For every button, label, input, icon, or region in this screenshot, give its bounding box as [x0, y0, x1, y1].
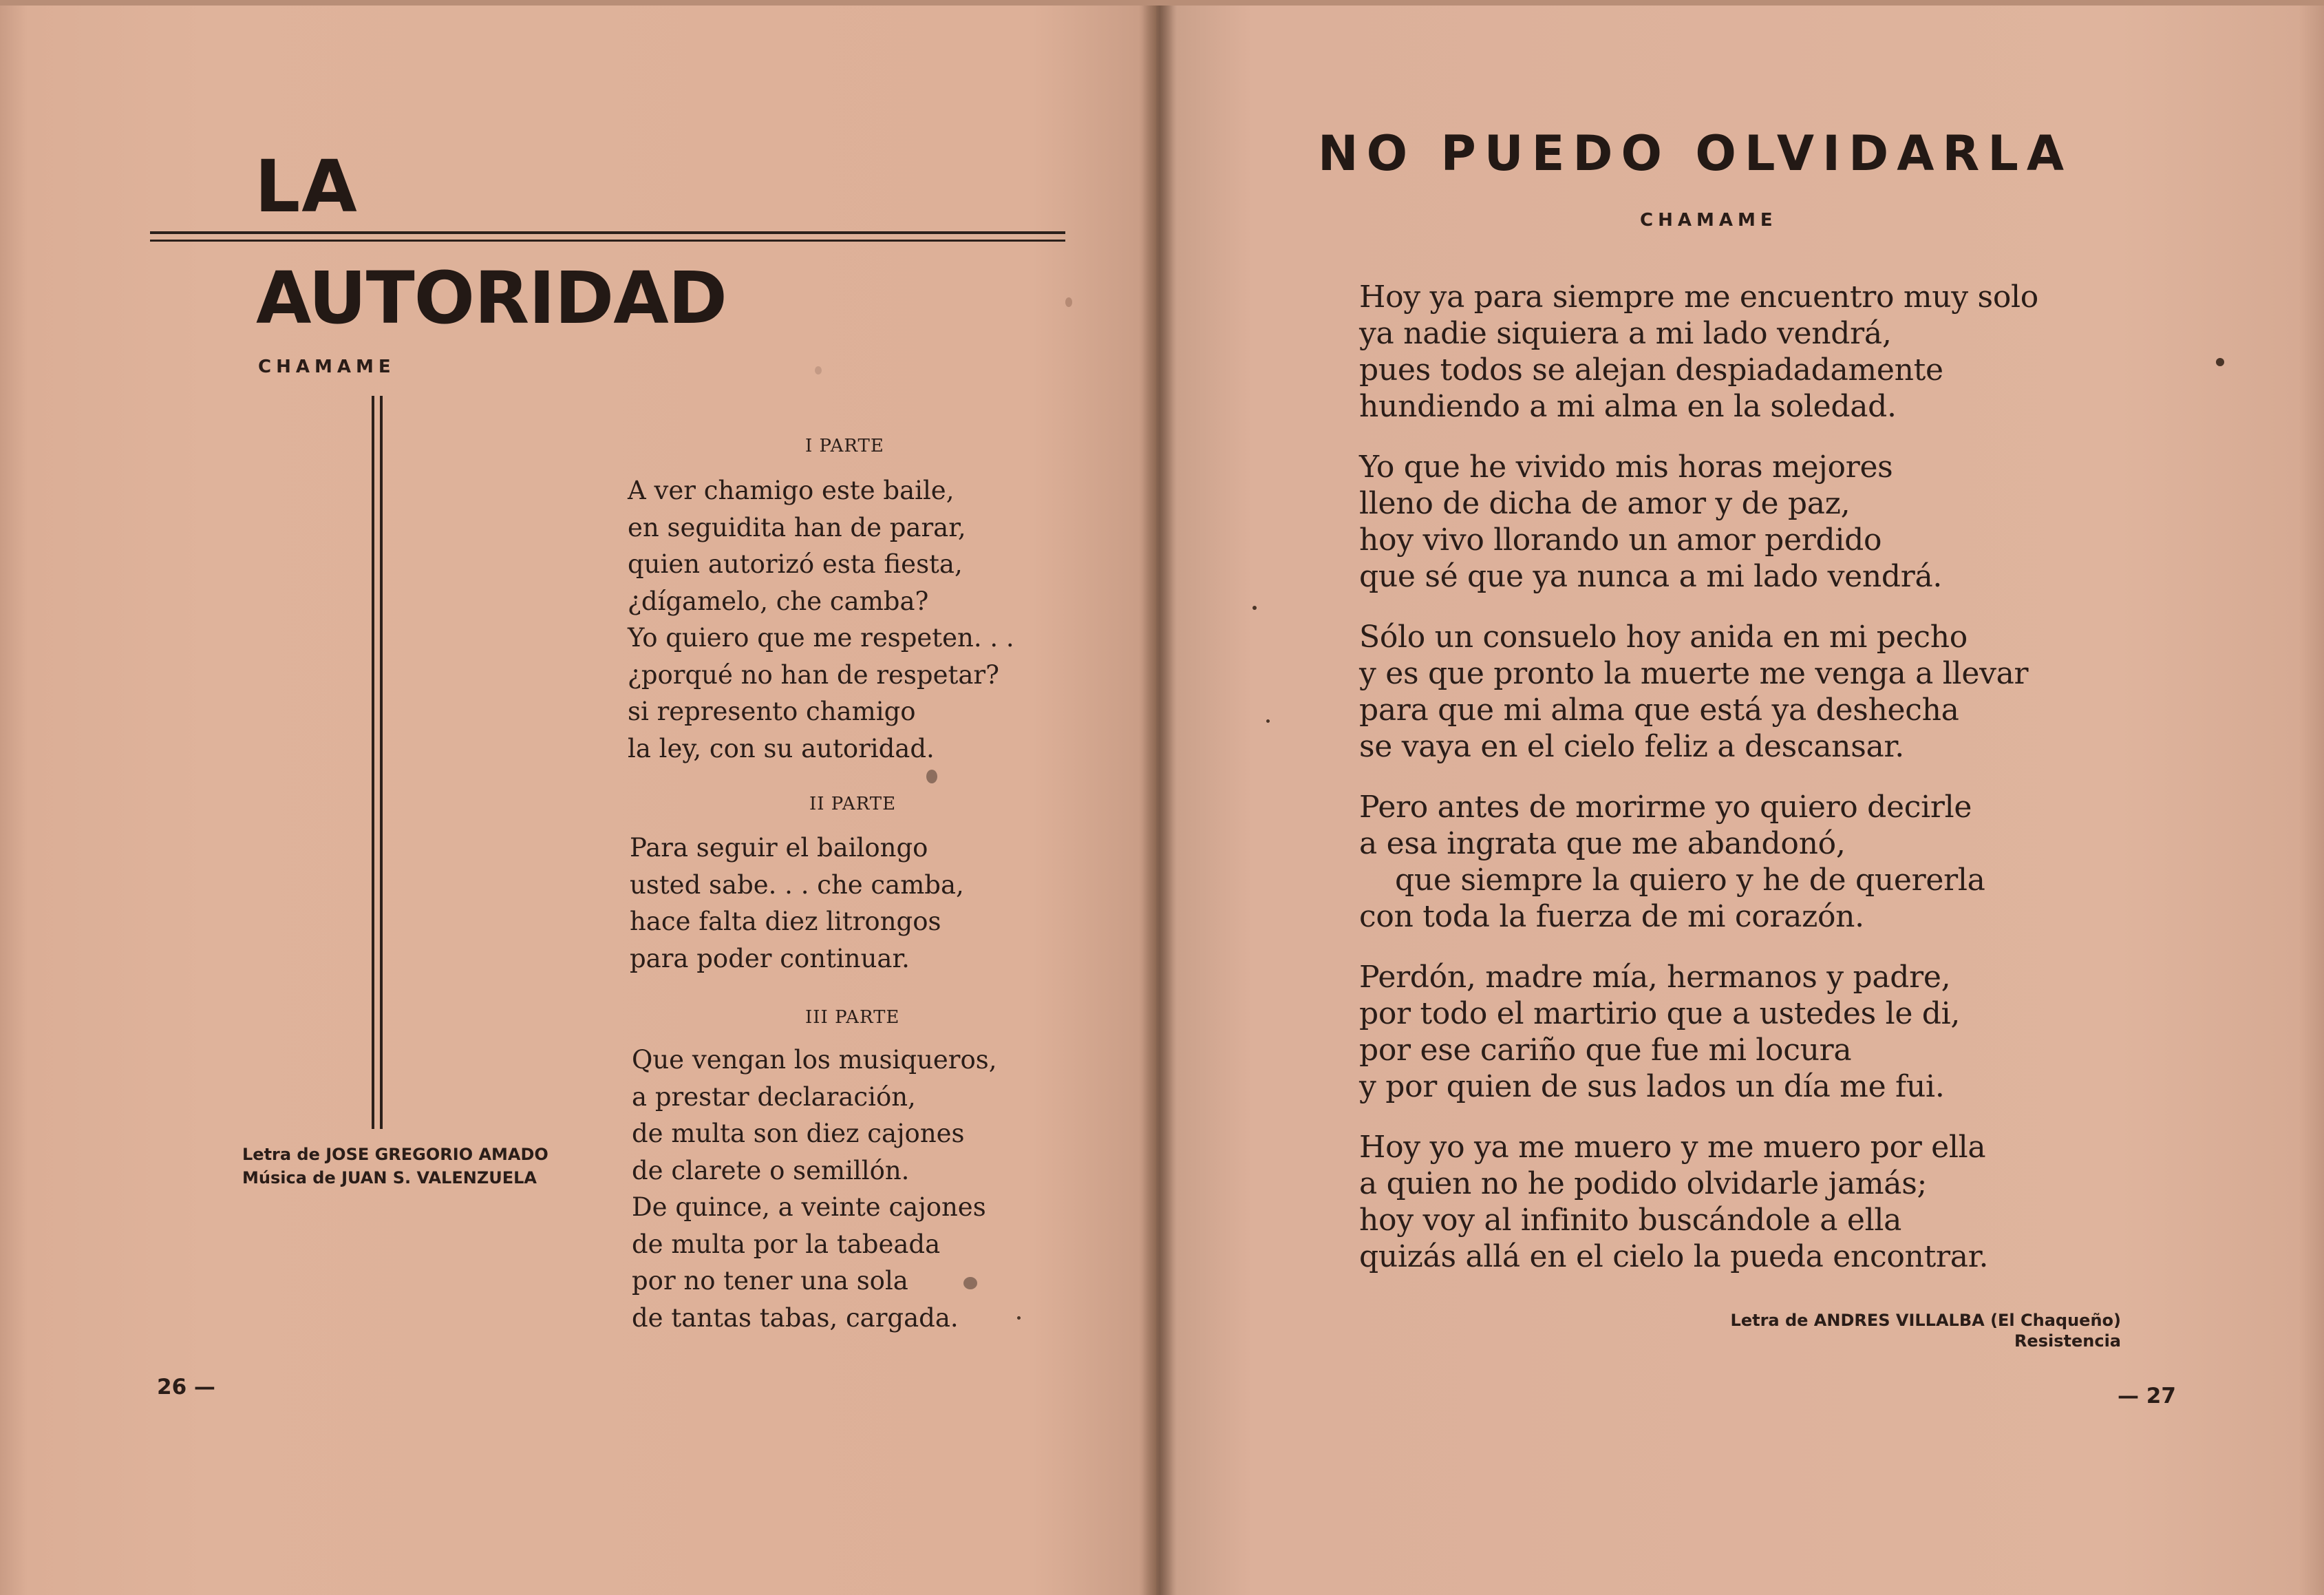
title-rule-secondary: [150, 240, 1065, 242]
page-number: 26 —: [157, 1375, 215, 1399]
verse-line: Hoy ya para siempre me encuentro muy solo: [1359, 279, 2038, 315]
verse-line: ¿dígamelo, che camba?: [628, 586, 929, 616]
verse-part-1: [628, 472, 1014, 767]
genre-label: CHAMAME: [1640, 210, 1778, 231]
verse-line: con toda la fuerza de mi corazón.: [1359, 899, 1864, 934]
verse-part-3: [632, 1042, 997, 1336]
paper-speck: [1065, 297, 1072, 307]
paper-speck: [815, 366, 822, 374]
verse-line: que sé que ya nunca a mi lado vendrá.: [1359, 559, 1943, 594]
verse-line: De quince, a veinte cajones: [632, 1192, 986, 1222]
paper-speck: [926, 770, 937, 783]
verse-line: a prestar declaración,: [632, 1081, 916, 1112]
verse-line: hoy vivo llorando un amor perdido: [1359, 522, 1882, 558]
song-title: NO PUEDO OLVIDARLA: [1318, 125, 2073, 182]
stanza: [1359, 279, 2038, 425]
verse-line: lleno de dicha de amor y de paz,: [1359, 486, 1851, 521]
genre-label: CHAMAME: [258, 357, 396, 377]
paper-speck: [1266, 719, 1270, 723]
paper-speck: [1252, 606, 1257, 610]
left-page: [0, 0, 1156, 1595]
verse-line: ya nadie siquiera a mi lado vendrá,: [1359, 316, 1892, 351]
verse-line: Pero antes de morirme yo quiero decirle: [1359, 790, 1972, 825]
stanza: [1359, 1129, 2038, 1275]
right-page: [1156, 0, 2324, 1595]
title-rule: [150, 231, 1065, 234]
verse-line: por todo el martirio que a ustedes le di,: [1359, 996, 1961, 1031]
verse-line: para poder continuar.: [630, 943, 910, 973]
verse-line: de multa son diez cajones: [632, 1119, 965, 1148]
paper-speck: [963, 1277, 977, 1289]
verse-line: de tantas tabas, cargada.: [632, 1302, 959, 1333]
verse-line: de clarete o semillón.: [632, 1155, 910, 1185]
verse-line: por no tener una sola: [632, 1266, 908, 1296]
vertical-rule-secondary: [380, 396, 383, 1129]
stanza: [1359, 449, 2038, 595]
verse-line: Yo que he vivido mis horas mejores: [1359, 450, 1893, 485]
verse-line: usted sabe. . . che camba,: [630, 869, 964, 900]
verse-line: A ver chamigo este baile,: [628, 476, 955, 505]
verse-line: Perdón, madre mía, hermanos y padre,: [1359, 960, 1951, 995]
paper-speck: [2216, 358, 2224, 366]
song-lyrics: [1359, 279, 2038, 1299]
page-number: — 27: [2118, 1384, 2176, 1408]
verse-line: para que mi alma que está ya deshecha: [1359, 693, 1959, 728]
verse-line: si represento chamigo: [628, 697, 916, 726]
verse-line: Para seguir el bailongo: [630, 833, 928, 863]
title-line-2: AUTORIDAD: [256, 256, 727, 340]
part-heading: I PARTE: [805, 436, 884, 456]
page-edge: [0, 0, 2324, 6]
verse-line: quizás allá en el cielo la pueda encontrar.: [1359, 1239, 1989, 1274]
verse-line: que siempre la quiero y he de quererla: [1395, 863, 1985, 898]
verse-line: por ese cariño que fue mi locura: [1359, 1033, 1852, 1068]
part-heading: II PARTE: [809, 794, 897, 814]
verse-line: quien autorizó esta fiesta,: [628, 549, 963, 579]
verse-line: Sólo un consuelo hoy anida en mi pecho: [1359, 620, 1968, 655]
place-credit: Resistencia: [2014, 1331, 2121, 1351]
vertical-rule: [372, 396, 374, 1129]
verse-line: Yo quiero que me respeten. . .: [628, 623, 1014, 653]
verse-line: hace falta diez litrongos: [630, 907, 941, 936]
verse-line: Que vengan los musiqueros,: [632, 1045, 997, 1075]
verse-line: se vaya en el cielo feliz a descansar.: [1359, 729, 1904, 764]
title-line-1: LA: [255, 145, 359, 229]
verse-part-2: [630, 830, 964, 977]
stanza: [1359, 619, 2038, 765]
lyrics-credit: Letra de ANDRES VILLALBA (El Chaqueño): [1730, 1311, 2121, 1330]
stanza: [1359, 959, 2038, 1105]
verse-line: ¿porqué no han de respetar?: [628, 659, 999, 690]
song-credits: [242, 1143, 548, 1190]
stanza: [1359, 789, 2038, 935]
song-credits: [1731, 1310, 2121, 1351]
paper-speck: [1017, 1316, 1021, 1320]
music-credit: Música de JUAN S. VALENZUELA: [242, 1168, 537, 1187]
verse-line: hoy voy al infinito buscándole a ella: [1359, 1203, 1902, 1238]
verse-line: y por quien de sus lados un día me fui.: [1359, 1069, 1945, 1104]
lyrics-credit: Letra de JOSE GREGORIO AMADO: [242, 1145, 548, 1164]
verse-line: pues todos se alejan despiadadamente: [1359, 352, 1943, 388]
verse-line: y es que pronto la muerte me venga a llevar: [1359, 656, 2029, 691]
verse-line: en seguidita han de parar,: [628, 512, 966, 542]
verse-line: a quien no he podido olvidarle jamás;: [1359, 1166, 1928, 1201]
verse-line: hundiendo a mi alma en la soledad.: [1359, 389, 1897, 424]
verse-line: Hoy yo ya me muero y me muero por ella: [1359, 1130, 1986, 1165]
verse-line: la ley, con su autoridad.: [628, 733, 935, 763]
verse-line: de multa por la tabeada: [632, 1229, 941, 1259]
book-spine: [1139, 0, 1177, 1595]
verse-line: a esa ingrata que me abandonó,: [1359, 826, 1846, 861]
part-heading: III PARTE: [805, 1007, 900, 1028]
